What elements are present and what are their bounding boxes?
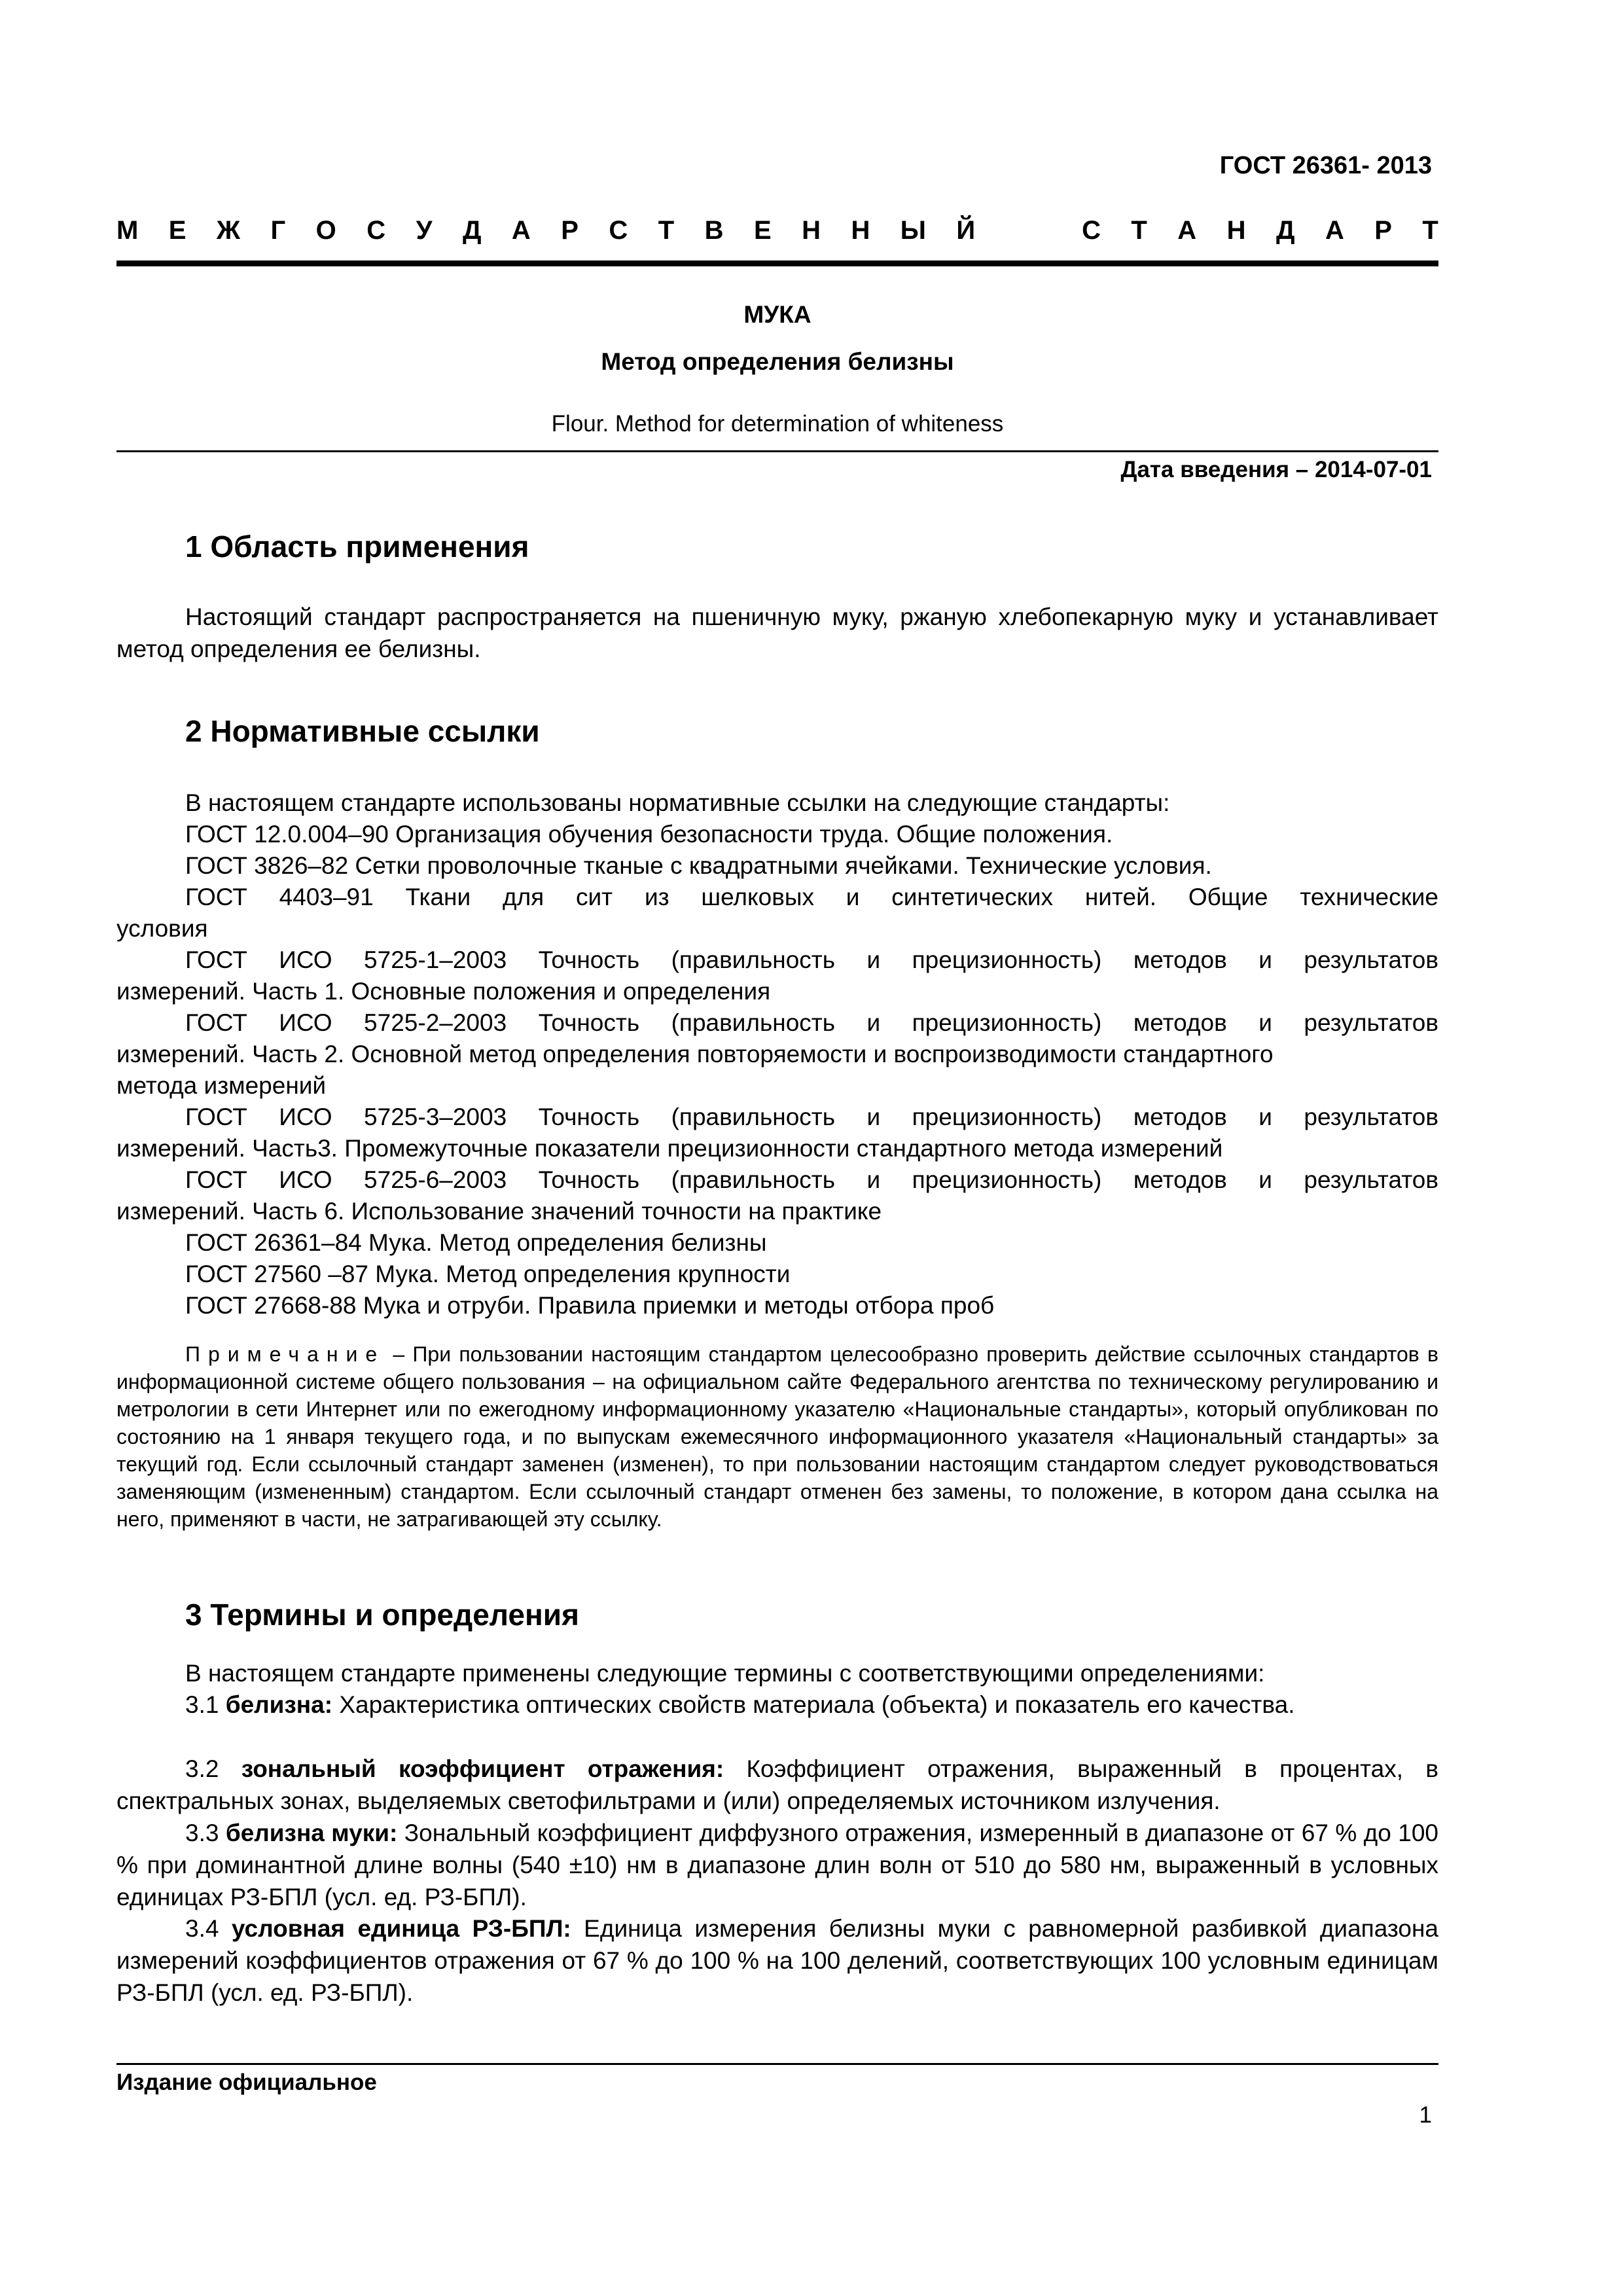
reference-line: ГОСТ 26361–84 Мука. Метод определения белизны bbox=[185, 1229, 767, 1256]
term-number: 3.2 bbox=[185, 1755, 241, 1782]
term-number: 3.1 bbox=[185, 1691, 226, 1718]
reference-line: В настоящем стандарте использованы нормативные ссылки на следующие стандарты: bbox=[185, 789, 1170, 816]
banner-letter: Н bbox=[851, 216, 870, 245]
term-definition: Единица измерения белизны муки с равномерной разбивкой диапазона измерений коэффициентов отражения от 67 % до 100 % на 100 делений, соответствующих 100 условным единицам РЗ-БПЛ (усл. ед. РЗ-БПЛ). bbox=[116, 1915, 1439, 2006]
term-3-2 bbox=[116, 1753, 1438, 1817]
banner-letter: Г bbox=[270, 216, 286, 245]
reference-line: ГОСТ ИСО 5725-3–2003 Точность (правильность и прецизионность) методов и результатов bbox=[185, 1103, 1438, 1130]
banner-letter: Е bbox=[168, 216, 187, 245]
interstate-standard-banner bbox=[116, 216, 1438, 245]
banner-letter: О bbox=[315, 216, 336, 245]
terms-intro: В настоящем стандарте применены следующие термины с соответствующими определениями: bbox=[185, 1660, 1265, 1687]
document-title-english: Flour. Method for determination of whiteness bbox=[551, 411, 1004, 437]
note-block bbox=[116, 1340, 1438, 1533]
term-3-3 bbox=[116, 1817, 1438, 1913]
banner-letter: Н bbox=[1226, 216, 1246, 245]
banner-letter: Ж bbox=[216, 216, 241, 245]
banner-letter: А bbox=[1325, 216, 1344, 245]
banner-letter: В bbox=[704, 216, 724, 245]
term-name: белизна: bbox=[225, 1691, 333, 1718]
footer-rule bbox=[116, 2063, 1438, 2065]
reference-line: условия bbox=[116, 915, 208, 942]
document-page bbox=[116, 0, 1438, 2296]
banner-letter: Е bbox=[753, 216, 772, 245]
banner-letter: А bbox=[511, 216, 531, 245]
banner-letter: М bbox=[116, 216, 139, 245]
reference-line: ГОСТ 3826–82 Сетки проволочные тканые с квадратными ячейками. Технические условия. bbox=[185, 852, 1212, 879]
document-title: МУКА bbox=[743, 301, 812, 328]
reference-line: метода измерений bbox=[116, 1072, 327, 1099]
reference-line: ГОСТ ИСО 5725-6–2003 Точность (правильность и прецизионность) методов и результатов bbox=[185, 1166, 1438, 1193]
banner-word-gap bbox=[1006, 216, 1052, 245]
banner-letter: Р bbox=[1374, 216, 1392, 245]
banner-letter: С bbox=[609, 216, 628, 245]
introduction-date: Дата введения – 2014-07-01 bbox=[1120, 457, 1432, 482]
banner-letter: Ы bbox=[900, 216, 926, 245]
reference-line: ГОСТ 27560 –87 Мука. Метод определения крупности bbox=[185, 1261, 791, 1287]
term-3-1 bbox=[116, 1689, 1438, 1721]
title-rule bbox=[116, 450, 1438, 452]
banner-letter: Н bbox=[802, 216, 821, 245]
term-name: условная единица РЗ-БПЛ: bbox=[231, 1915, 571, 1942]
reference-line: ГОСТ ИСО 5725-2–2003 Точность (правильность и прецизионность) методов и результатов bbox=[185, 1009, 1438, 1036]
banner-letter: Т bbox=[1131, 216, 1147, 245]
edition-label: Издание официальное bbox=[116, 2070, 377, 2095]
standard-code: ГОСТ 26361- 2013 bbox=[1219, 152, 1432, 179]
note-text: – При пользовании настоящим стандартом целесообразно проверить действие ссылочных стандартов в информационной системе общего пользования – на официальном сайте Федерального агентства по техническому регулированию и метрологии в сети Интернет или по ежегодному информационному указателю «Национальные стандарты», который опубликован по состоянию на 1 января текущего года, и по выпускам ежемесячного информационного указателя «Национальный стандарты» за текущий год. Если ссылочный стандарт заменен (изменен), то при пользовании настоящим стандартом следует руководствоваться заменяющим (измененным) стандартом. Если ссылочный стандарт отменен без замены, то положение, в котором дана ссылка на него, применяют в части, не затрагивающей эту ссылку. bbox=[116, 1342, 1438, 1531]
section-1-heading: 1 Область применения bbox=[185, 529, 529, 564]
reference-line: измерений. Часть 2. Основной метод определения повторяемости и воспроизводимости стандартного bbox=[116, 1041, 1274, 1067]
term-name: белизна муки: bbox=[225, 1820, 398, 1846]
reference-line: ГОСТ 4403–91 Ткани для сит из шелковых и синтетических нитей. Общие технические bbox=[185, 884, 1438, 910]
reference-line: измерений. Часть3. Промежуточные показатели прецизионности стандартного метода измерений bbox=[116, 1135, 1223, 1162]
header-rule bbox=[116, 260, 1438, 266]
banner-letter: Т bbox=[658, 216, 675, 245]
term-3-4 bbox=[116, 1912, 1438, 2009]
section-1-text: Настоящий стандарт распространяется на пшеничную муку, ржаную хлебопекарную муку и устанавливает метод определения ее белизны. bbox=[116, 603, 1438, 662]
reference-line: измерений. Часть 6. Использование значений точности на практике bbox=[116, 1198, 882, 1225]
banner-letter: Й bbox=[956, 216, 976, 245]
reference-line: ГОСТ ИСО 5725-1–2003 Точность (правильность и прецизионность) методов и результатов bbox=[185, 946, 1438, 973]
section-2-heading: 2 Нормативные ссылки bbox=[185, 714, 540, 748]
term-name: зональный коэффициент отражения: bbox=[241, 1755, 724, 1782]
section-3-heading: 3 Термины и определения bbox=[185, 1598, 579, 1632]
term-number: 3.3 bbox=[185, 1820, 226, 1846]
term-definition: Коэффициент отражения, выраженный в процентах, в спектральных зонах, выделяемых светофильтрами и (или) определяемых источником излучения. bbox=[116, 1755, 1438, 1814]
term-number: 3.4 bbox=[185, 1915, 232, 1942]
term-definition: Характеристика оптических свойств материала (объекта) и показатель его качества. bbox=[332, 1691, 1295, 1718]
section-1-paragraph bbox=[116, 601, 1438, 665]
reference-line: измерений. Часть 1. Основные положения и определения bbox=[116, 978, 771, 1005]
banner-letter: Т bbox=[1422, 216, 1438, 245]
reference-line: ГОСТ 12.0.004–90 Организация обучения безопасности труда. Общие положения. bbox=[185, 821, 1113, 848]
note-label: Примечание bbox=[185, 1342, 385, 1366]
document-subtitle: Метод определения белизны bbox=[601, 348, 954, 375]
banner-letter: С bbox=[1082, 216, 1101, 245]
banner-letter: Р bbox=[561, 216, 579, 245]
banner-letter: Д bbox=[1275, 216, 1295, 245]
banner-letter: Д bbox=[462, 216, 482, 245]
banner-letter: С bbox=[366, 216, 386, 245]
banner-letter: У bbox=[416, 216, 433, 245]
term-definition: Зональный коэффициент диффузного отражения, измеренный в диапазоне от 67 % до 100 % при доминантной длине волны (540 ±10) нм в диапазоне длин волн от 510 до 580 нм, выраженный в условных единицах РЗ-БПЛ (усл. ед. РЗ-БПЛ). bbox=[116, 1820, 1438, 1910]
banner-letter: А bbox=[1177, 216, 1197, 245]
page-number: 1 bbox=[1419, 2102, 1432, 2128]
reference-line: ГОСТ 27668-88 Мука и отруби. Правила приемки и методы отбора проб bbox=[185, 1292, 995, 1319]
